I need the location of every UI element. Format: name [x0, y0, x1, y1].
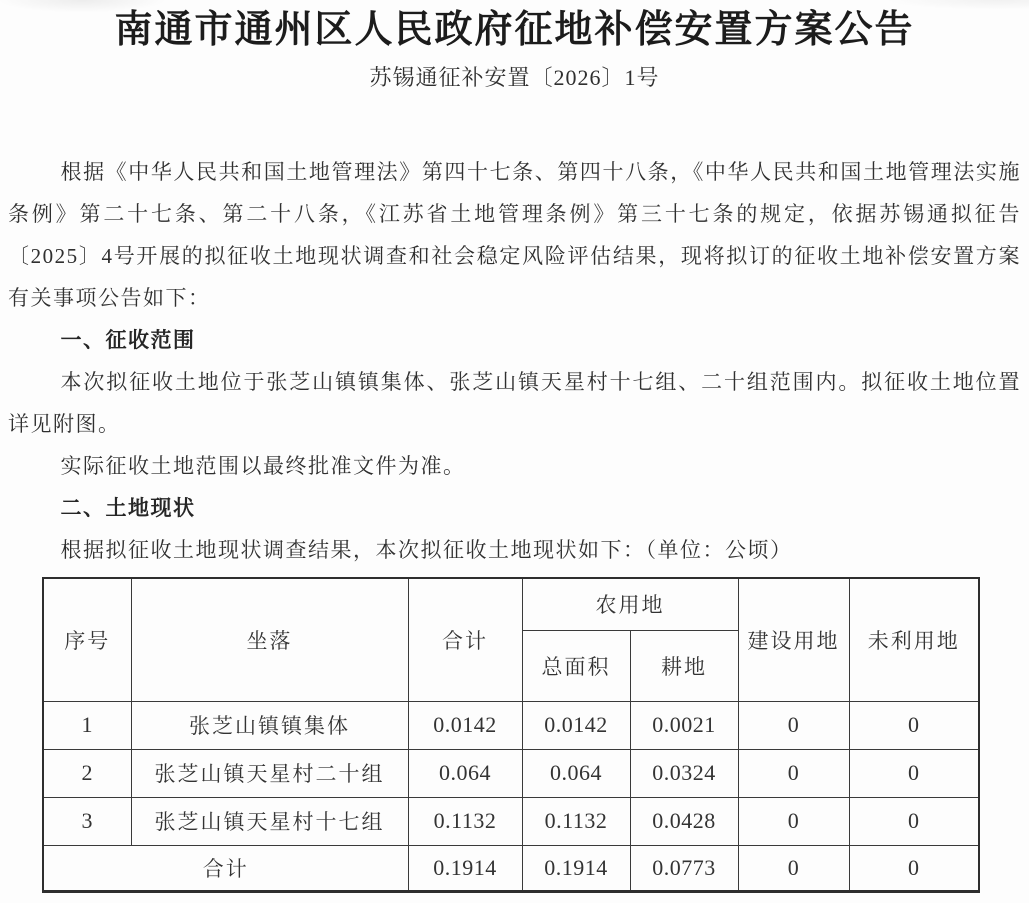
cell-seq: 2 — [43, 749, 131, 797]
cell-total: 0.064 — [408, 749, 522, 797]
cell-seq: 3 — [43, 797, 131, 845]
table-header-row-1 — [43, 578, 979, 630]
col-header-construction: 建设用地 — [738, 578, 849, 701]
col-header-agricultural: 农用地 — [522, 578, 738, 630]
cell-construction: 0 — [738, 797, 849, 845]
cell-location: 张芝山镇天星村十七组 — [131, 797, 408, 845]
table-row — [43, 797, 979, 845]
cell-agri-total: 0.1132 — [522, 797, 630, 845]
cell-total: 0.1914 — [408, 845, 522, 891]
cell-unused: 0 — [849, 749, 979, 797]
cell-location: 张芝山镇镇集体 — [131, 701, 408, 749]
section2-paragraph-1: 根据拟征收土地现状调查结果，本次拟征收土地现状如下：（单位：公顷） — [60, 538, 793, 562]
cell-construction: 0 — [738, 749, 849, 797]
col-header-unused: 未利用地 — [849, 578, 979, 701]
cell-cultivated: 0.0773 — [630, 845, 738, 891]
col-header-location: 坐落 — [131, 578, 408, 701]
cell-location: 张芝山镇天星村二十组 — [131, 749, 408, 797]
col-header-agri-total: 总面积 — [522, 630, 630, 701]
page-title: 南通市通州区人民政府征地补偿安置方案公告 — [114, 9, 915, 51]
document-body — [8, 151, 1021, 571]
section1-paragraph-2: 实际征收土地范围以最终批准文件为准。 — [60, 454, 466, 478]
table-row — [43, 749, 979, 797]
table-total-row — [43, 845, 979, 891]
intro-paragraph: 根据《中华人民共和国土地管理法》第四十七条、第四十八条，《中华人民共和国土地管理法实施条例》第二十七条、第二十八条，《江苏省土地管理条例》第三十七条的规定，依据苏锡通拟征告〔2025〕4号开展的拟征收土地现状调查和社会稳定风险评估结果，现将拟订的征收土地补偿安置方案有关事项公告如下： — [8, 160, 1021, 310]
section2-heading: 二、土地现状 — [60, 496, 196, 520]
cell-total: 0.1132 — [408, 797, 522, 845]
cell-total: 0.0142 — [408, 701, 522, 749]
cell-agri-total: 0.1914 — [522, 845, 630, 891]
doc-number: 苏锡通征补安置〔2026〕1号 — [369, 65, 660, 90]
col-header-total: 合计 — [408, 578, 522, 701]
cell-agri-total: 0.0142 — [522, 701, 630, 749]
table-row — [43, 701, 979, 749]
col-header-seq: 序号 — [43, 578, 131, 701]
cell-construction: 0 — [738, 845, 849, 891]
cell-unused: 0 — [849, 701, 979, 749]
land-status-table — [42, 577, 980, 893]
cell-seq: 1 — [43, 701, 131, 749]
section1-paragraph-1: 本次拟征收土地位于张芝山镇镇集体、张芝山镇天星村十七组、二十组范围内。拟征收土地位置详见附图。 — [8, 370, 1021, 436]
col-header-cultivated: 耕地 — [630, 630, 738, 701]
section1-heading: 一、征收范围 — [60, 328, 196, 352]
cell-cultivated: 0.0021 — [630, 701, 738, 749]
cell-cultivated: 0.0428 — [630, 797, 738, 845]
cell-unused: 0 — [849, 797, 979, 845]
cell-unused: 0 — [849, 845, 979, 891]
cell-construction: 0 — [738, 701, 849, 749]
cell-cultivated: 0.0324 — [630, 749, 738, 797]
cell-agri-total: 0.064 — [522, 749, 630, 797]
cell-total-label: 合计 — [43, 845, 408, 891]
